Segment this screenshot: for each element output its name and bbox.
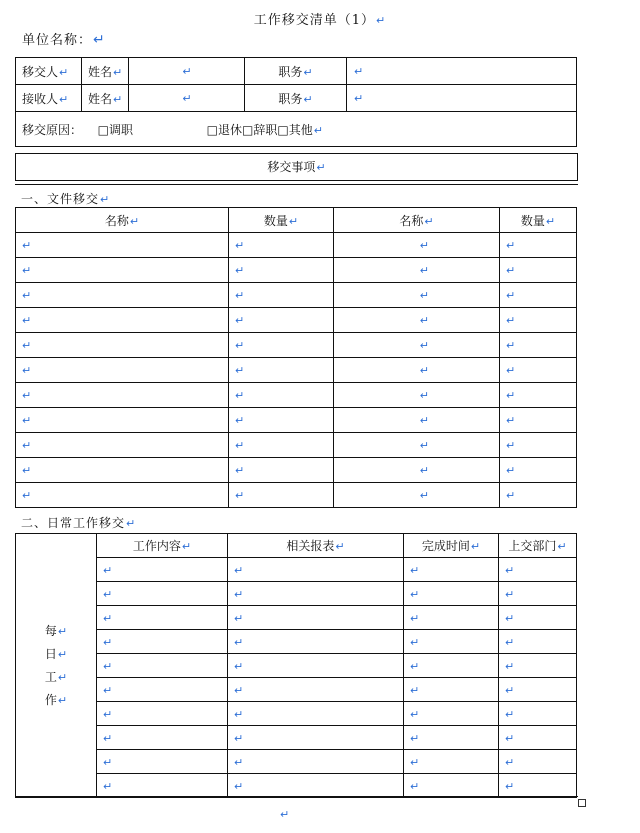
file-transfer-cell[interactable] bbox=[500, 358, 577, 383]
file-transfer-cell[interactable] bbox=[500, 258, 577, 283]
column-header-work-content: 工作内容↵ bbox=[97, 534, 228, 558]
paragraph-mark: ↵ bbox=[103, 707, 113, 721]
paragraph-mark: ↵ bbox=[410, 779, 420, 793]
unit-name-line bbox=[22, 29, 106, 48]
file-transfer-cell[interactable] bbox=[334, 333, 500, 358]
file-transfer-cell[interactable] bbox=[500, 458, 577, 483]
column-header-file-qty-2: 数量↵ bbox=[500, 208, 577, 233]
paragraph-mark: ↵ bbox=[22, 414, 32, 427]
paragraph-mark: ↵ bbox=[235, 489, 245, 502]
paragraph-mark: ↵ bbox=[234, 755, 244, 769]
file-transfer-row bbox=[16, 333, 577, 358]
daily-work-cell[interactable] bbox=[97, 582, 228, 606]
handover-name-label-cell: 姓名↵ bbox=[82, 58, 129, 85]
paragraph-mark: ↵ bbox=[280, 808, 290, 821]
file-transfer-cell[interactable] bbox=[229, 433, 334, 458]
file-transfer-cell[interactable] bbox=[334, 358, 500, 383]
paragraph-mark: ↵ bbox=[419, 264, 429, 277]
paragraph-mark: ↵ bbox=[419, 439, 429, 452]
daily-work-cell[interactable] bbox=[228, 654, 404, 678]
paragraph-mark: ↵ bbox=[505, 635, 515, 649]
daily-work-cell[interactable] bbox=[228, 558, 404, 582]
paragraph-mark: ↵ bbox=[93, 32, 106, 48]
paragraph-mark: ↵ bbox=[234, 731, 244, 745]
daily-work-cell[interactable] bbox=[97, 774, 228, 798]
document-title-text: 工作移交清单（1） bbox=[253, 13, 376, 28]
transfer-reason-label: 移交原因： bbox=[22, 122, 83, 137]
daily-work-cell[interactable] bbox=[499, 606, 577, 630]
daily-work-cell[interactable] bbox=[228, 750, 404, 774]
daily-work-cell[interactable] bbox=[228, 678, 404, 702]
daily-work-cell[interactable] bbox=[97, 606, 228, 630]
paragraph-mark: ↵ bbox=[505, 683, 515, 697]
paragraph-mark: ↵ bbox=[505, 707, 515, 721]
file-transfer-cell[interactable] bbox=[16, 283, 229, 308]
paragraph-mark: ↵ bbox=[505, 755, 515, 769]
paragraph-mark: ↵ bbox=[410, 683, 420, 697]
paragraph-mark: ↵ bbox=[419, 489, 429, 502]
paragraph-mark: ↵ bbox=[419, 289, 429, 302]
file-transfer-cell[interactable] bbox=[334, 283, 500, 308]
column-header-completion-time: 完成时间↵ bbox=[404, 534, 499, 558]
paragraph-mark: ↵ bbox=[505, 731, 515, 745]
paragraph-mark: ↵ bbox=[506, 239, 516, 252]
paragraph-mark: ↵ bbox=[419, 239, 429, 252]
paragraph-mark: ↵ bbox=[419, 389, 429, 402]
daily-work-cell[interactable] bbox=[404, 606, 499, 630]
file-transfer-row bbox=[16, 483, 577, 508]
daily-work-section-title: 二、日常工作移交↵ bbox=[21, 516, 137, 530]
column-header-file-qty-1: 数量↵ bbox=[229, 208, 334, 233]
paragraph-mark: ↵ bbox=[234, 563, 244, 577]
paragraph-mark: ↵ bbox=[235, 414, 245, 427]
paragraph-mark: ↵ bbox=[506, 389, 516, 402]
receiver-position-value-cell[interactable]: ↵ bbox=[347, 85, 577, 112]
file-transfer-row bbox=[16, 383, 577, 408]
file-transfer-row bbox=[16, 283, 577, 308]
file-transfer-cell[interactable] bbox=[229, 408, 334, 433]
file-transfer-cell[interactable] bbox=[500, 408, 577, 433]
paragraph-mark: ↵ bbox=[410, 659, 420, 673]
paragraph-mark: ↵ bbox=[103, 659, 113, 673]
transfer-items-title: 移交事项 bbox=[267, 160, 316, 174]
paragraph-mark: ↵ bbox=[506, 439, 516, 452]
paragraph-mark: ↵ bbox=[419, 414, 429, 427]
paragraph-mark: ↵ bbox=[234, 683, 244, 697]
file-transfer-cell[interactable] bbox=[16, 408, 229, 433]
handover-position-value-cell[interactable]: ↵ bbox=[347, 58, 577, 85]
file-transfer-cell[interactable] bbox=[500, 233, 577, 258]
file-transfer-cell[interactable] bbox=[334, 483, 500, 508]
daily-work-cell[interactable] bbox=[228, 726, 404, 750]
paragraph-mark: ↵ bbox=[410, 611, 420, 625]
paragraph-mark: ↵ bbox=[103, 731, 113, 745]
daily-work-cell[interactable] bbox=[97, 654, 228, 678]
daily-work-row bbox=[16, 702, 577, 726]
daily-work-row bbox=[16, 750, 577, 774]
file-transfer-row bbox=[16, 308, 577, 333]
paragraph-mark: ↵ bbox=[103, 587, 113, 601]
file-transfer-row bbox=[16, 433, 577, 458]
file-transfer-cell[interactable] bbox=[334, 258, 500, 283]
file-transfer-cell[interactable] bbox=[229, 233, 334, 258]
paragraph-mark: ↵ bbox=[505, 779, 515, 793]
table-end-marker bbox=[578, 799, 586, 807]
file-transfer-cell[interactable] bbox=[16, 258, 229, 283]
paragraph-mark: ↵ bbox=[505, 659, 515, 673]
daily-work-cell[interactable] bbox=[404, 654, 499, 678]
transfer-reason-cell: 移交原因： □调职 □退休□辞职□其他↵ bbox=[16, 112, 577, 147]
paragraph-mark: ↵ bbox=[235, 289, 245, 302]
file-transfer-header-row bbox=[16, 208, 577, 233]
paragraph-mark: ↵ bbox=[419, 314, 429, 327]
transfer-reason-row bbox=[16, 112, 577, 147]
daily-work-row bbox=[16, 558, 577, 582]
paragraph-mark: ↵ bbox=[22, 289, 32, 302]
paragraph-mark: ↵ bbox=[234, 587, 244, 601]
paragraph-mark: ↵ bbox=[506, 339, 516, 352]
paragraph-mark: ↵ bbox=[234, 611, 244, 625]
daily-work-table bbox=[15, 533, 577, 798]
paragraph-mark: ↵ bbox=[506, 264, 516, 277]
paragraph-mark: ↵ bbox=[234, 779, 244, 793]
file-transfer-cell[interactable] bbox=[500, 383, 577, 408]
daily-work-row bbox=[16, 726, 577, 750]
file-transfer-cell[interactable] bbox=[334, 408, 500, 433]
paragraph-mark: ↵ bbox=[103, 563, 113, 577]
file-transfer-cell[interactable] bbox=[16, 433, 229, 458]
paragraph-mark: ↵ bbox=[506, 314, 516, 327]
paragraph-mark: ↵ bbox=[235, 264, 245, 277]
paragraph-mark: ↵ bbox=[410, 707, 420, 721]
paragraph-mark: ↵ bbox=[419, 464, 429, 477]
daily-work-cell[interactable] bbox=[97, 678, 228, 702]
file-transfer-row bbox=[16, 458, 577, 483]
handover-person-label-cell: 移交人↵ bbox=[16, 58, 82, 85]
file-transfer-cell[interactable] bbox=[229, 383, 334, 408]
paragraph-mark: ↵ bbox=[235, 464, 245, 477]
paragraph-mark: ↵ bbox=[103, 779, 113, 793]
daily-work-row bbox=[16, 654, 577, 678]
file-transfer-cell[interactable] bbox=[229, 258, 334, 283]
daily-work-cell[interactable] bbox=[499, 726, 577, 750]
file-transfer-cell[interactable] bbox=[16, 333, 229, 358]
paragraph-mark: ↵ bbox=[506, 364, 516, 377]
file-transfer-cell[interactable] bbox=[229, 283, 334, 308]
paragraph-mark: ↵ bbox=[410, 635, 420, 649]
paragraph-mark: ↵ bbox=[505, 587, 515, 601]
file-transfer-cell[interactable] bbox=[16, 458, 229, 483]
paragraph-mark: ↵ bbox=[505, 563, 515, 577]
daily-work-cell[interactable] bbox=[228, 702, 404, 726]
file-transfer-row bbox=[16, 408, 577, 433]
paragraph-mark: ↵ bbox=[234, 635, 244, 649]
daily-work-cell[interactable] bbox=[499, 702, 577, 726]
daily-work-row bbox=[16, 582, 577, 606]
file-transfer-row bbox=[16, 358, 577, 383]
paragraph-mark: ↵ bbox=[22, 389, 32, 402]
daily-work-row bbox=[16, 678, 577, 702]
file-transfer-cell[interactable] bbox=[16, 308, 229, 333]
receiver-position-label-cell: 职务↵ bbox=[245, 85, 347, 112]
file-transfer-cell[interactable] bbox=[229, 483, 334, 508]
file-transfer-cell[interactable] bbox=[229, 308, 334, 333]
daily-work-cell[interactable] bbox=[97, 702, 228, 726]
paragraph-mark: ↵ bbox=[103, 635, 113, 649]
file-transfer-cell[interactable] bbox=[16, 483, 229, 508]
paragraph-mark: ↵ bbox=[22, 439, 32, 452]
daily-work-row-label: 每↵ 日↵ 工↵ 作↵ bbox=[44, 623, 68, 707]
paragraph-mark: ↵ bbox=[22, 314, 32, 327]
paragraph-mark: ↵ bbox=[22, 264, 32, 277]
paragraph-mark: ↵ bbox=[410, 587, 420, 601]
paragraph-mark: ↵ bbox=[22, 364, 32, 377]
transfer-items-header: 移交事项↵ bbox=[15, 153, 578, 181]
paragraph-mark: ↵ bbox=[235, 389, 245, 402]
paragraph-mark: ↵ bbox=[22, 464, 32, 477]
file-transfer-cell[interactable] bbox=[229, 358, 334, 383]
file-transfer-cell[interactable] bbox=[500, 308, 577, 333]
daily-work-row bbox=[16, 774, 577, 798]
file-transfer-cell[interactable] bbox=[500, 283, 577, 308]
file-transfer-cell[interactable] bbox=[500, 333, 577, 358]
paragraph-mark: ↵ bbox=[234, 707, 244, 721]
unit-name-label: 单位名称： bbox=[22, 33, 93, 48]
daily-work-rows bbox=[16, 534, 577, 798]
file-transfer-cell[interactable] bbox=[16, 233, 229, 258]
daily-work-row bbox=[16, 630, 577, 654]
file-transfer-cell[interactable] bbox=[334, 433, 500, 458]
daily-work-cell[interactable] bbox=[499, 678, 577, 702]
daily-work-cell[interactable] bbox=[97, 750, 228, 774]
paragraph-mark: ↵ bbox=[506, 489, 516, 502]
reason-option-retire[interactable]: □退休 bbox=[206, 122, 243, 137]
paragraph-mark: ↵ bbox=[506, 464, 516, 477]
file-transfer-row bbox=[16, 233, 577, 258]
column-header-file-name-2: 名称↵ bbox=[334, 208, 500, 233]
file-transfer-table bbox=[15, 207, 577, 508]
file-transfer-cell[interactable] bbox=[16, 383, 229, 408]
file-transfer-cell[interactable] bbox=[229, 458, 334, 483]
paragraph-mark: ↵ bbox=[22, 239, 32, 252]
reason-option-other[interactable]: □其他 bbox=[277, 122, 313, 137]
paragraph-mark: ↵ bbox=[505, 611, 515, 625]
daily-work-cell[interactable] bbox=[228, 606, 404, 630]
daily-work-row-label-cell bbox=[16, 534, 97, 798]
file-transfer-cell[interactable] bbox=[334, 383, 500, 408]
reason-option-resign[interactable]: □辞职 bbox=[242, 122, 278, 137]
table-bottom-rule bbox=[15, 796, 578, 797]
paragraph-mark: ↵ bbox=[235, 314, 245, 327]
daily-work-cell[interactable] bbox=[404, 774, 499, 798]
transfer-people-table bbox=[15, 57, 577, 147]
receiver-name-label-cell: 姓名↵ bbox=[82, 85, 129, 112]
file-transfer-cell[interactable] bbox=[500, 433, 577, 458]
file-transfer-cell[interactable] bbox=[229, 333, 334, 358]
file-transfer-rows bbox=[16, 233, 577, 508]
document-title bbox=[0, 9, 640, 28]
paragraph-mark: ↵ bbox=[103, 683, 113, 697]
reason-option-transfer[interactable]: □调职 bbox=[97, 122, 134, 137]
handover-person-row bbox=[16, 58, 577, 85]
daily-work-cell[interactable] bbox=[97, 558, 228, 582]
receiver-person-row bbox=[16, 85, 577, 112]
daily-work-cell[interactable] bbox=[404, 558, 499, 582]
paragraph-mark: ↵ bbox=[410, 731, 420, 745]
paragraph-mark: ↵ bbox=[376, 14, 387, 27]
file-transfer-row bbox=[16, 258, 577, 283]
daily-work-cell[interactable] bbox=[499, 750, 577, 774]
receiver-person-label-cell: 接收人↵ bbox=[16, 85, 82, 112]
daily-work-cell[interactable] bbox=[97, 726, 228, 750]
paragraph-mark: ↵ bbox=[235, 439, 245, 452]
paragraph-mark: ↵ bbox=[235, 239, 245, 252]
file-transfer-cell[interactable] bbox=[334, 233, 500, 258]
daily-work-cell[interactable] bbox=[404, 678, 499, 702]
daily-work-cell[interactable] bbox=[228, 582, 404, 606]
daily-work-cell[interactable] bbox=[404, 726, 499, 750]
daily-work-cell[interactable] bbox=[97, 630, 228, 654]
daily-work-cell[interactable] bbox=[499, 774, 577, 798]
daily-work-cell[interactable] bbox=[228, 630, 404, 654]
paragraph-mark: ↵ bbox=[103, 755, 113, 769]
file-transfer-cell[interactable] bbox=[334, 458, 500, 483]
paragraph-mark: ↵ bbox=[506, 289, 516, 302]
file-transfer-cell[interactable] bbox=[500, 483, 577, 508]
file-transfer-cell[interactable] bbox=[16, 358, 229, 383]
paragraph-mark: ↵ bbox=[235, 364, 245, 377]
column-header-submit-department: 上交部门↵ bbox=[499, 534, 577, 558]
paragraph-mark: ↵ bbox=[235, 339, 245, 352]
handover-position-label-cell: 职务↵ bbox=[245, 58, 347, 85]
daily-work-cell[interactable] bbox=[499, 654, 577, 678]
daily-work-cell[interactable] bbox=[499, 630, 577, 654]
daily-work-cell[interactable] bbox=[404, 630, 499, 654]
column-header-file-name-1: 名称↵ bbox=[16, 208, 229, 233]
receiver-name-value-cell[interactable]: ↵ bbox=[129, 85, 245, 112]
paragraph-mark: ↵ bbox=[22, 489, 32, 502]
paragraph-mark: ↵ bbox=[506, 414, 516, 427]
daily-work-cell[interactable] bbox=[499, 582, 577, 606]
paragraph-mark: ↵ bbox=[103, 611, 113, 625]
file-transfer-section-title: 一、文件移交↵ bbox=[21, 192, 111, 206]
file-transfer-cell[interactable] bbox=[334, 308, 500, 333]
column-header-related-report: 相关报表↵ bbox=[228, 534, 404, 558]
handover-name-value-cell[interactable]: ↵ bbox=[129, 58, 245, 85]
daily-work-cell[interactable] bbox=[404, 582, 499, 606]
daily-work-cell[interactable] bbox=[499, 558, 577, 582]
daily-work-row bbox=[16, 606, 577, 630]
daily-work-cell[interactable] bbox=[228, 774, 404, 798]
paragraph-mark: ↵ bbox=[234, 659, 244, 673]
paragraph-mark: ↵ bbox=[419, 364, 429, 377]
paragraph-mark: ↵ bbox=[419, 339, 429, 352]
paragraph-mark: ↵ bbox=[410, 755, 420, 769]
paragraph-mark: ↵ bbox=[410, 563, 420, 577]
daily-work-cell[interactable] bbox=[404, 750, 499, 774]
daily-work-header-row bbox=[16, 534, 577, 558]
daily-work-cell[interactable] bbox=[404, 702, 499, 726]
paragraph-mark: ↵ bbox=[22, 339, 32, 352]
